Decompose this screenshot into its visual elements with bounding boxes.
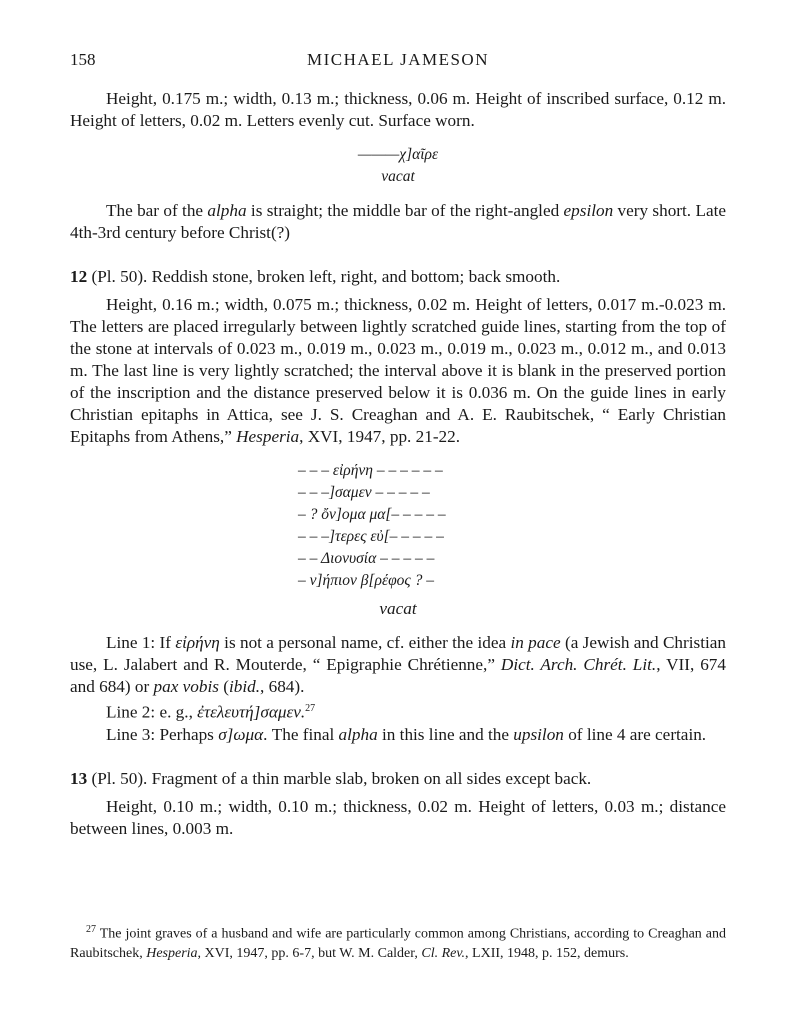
footnote-ref: 27 — [305, 703, 316, 714]
inscription-line: – – Διονυσία – – – – – — [298, 550, 435, 567]
entry-11-vacat: vacat — [381, 168, 415, 185]
entry-11-measurements: Height, 0.175 m.; width, 0.13 m.; thickness, 0.06 m. Height of inscribed surface, 0.12 m. Height of letters, 0.02 m. Letters evenly cut. Surface worn. — [70, 89, 726, 130]
entry-12-vacat: vacat — [379, 599, 417, 618]
entry-13-measurements: Height, 0.10 m.; width, 0.10 m.; thickness, 0.02 m. Height of letters, 0.03 m.; distance between lines, 0.003 m. — [70, 796, 726, 838]
inscription-line: – ? ὄν]ομα μα[– – – – – — [298, 506, 446, 523]
entry-12-inscription — [298, 460, 538, 592]
inscription-line: – – –]τερες εὐ[– – – – – — [298, 528, 444, 545]
entry-11-inscription: ———χ]αῖρε — [357, 146, 439, 163]
entry-11-comment: The bar of the alpha is straight; the middle bar of the right-angled epsilon very short. Late 4th-3rd century before Christ(?) — [70, 201, 726, 242]
entry-12-description: Height, 0.16 m.; width, 0.075 m.; thickness, 0.02 m. Height of letters, 0.017 m.-0.023 m. The letters are placed irregularly between lightly scratched guide lines, starting from the top of the stone at intervals of 0.023 m., 0.019 m., 0.023 m., 0.019 m., 0.023 m., 0.012 m., and 0.013 m. The last line is very lightly scratched; the interval above it is blank in the preserved portion of the inscription and the distance preserved below it is 0.036 m. On the guide lines in early Christian epitaphs in Attica, see J. S. Creaghan and A. E. Raubitschek, “ Early Christian Epitaphs from Athens,” Hesperia, XVI, 1947, pp. 21-22. — [70, 295, 726, 446]
entry-12-line-1-note: Line 1: If εἰρήνη is not a personal name, cf. either the idea in pace (a Jewish and Christian use, L. Jalabert and R. Mouterde, “ Epigraphie Chrétienne,” Dict. Arch. Chrét. Lit., VII, 674 and 684) or pax vobis (ibid., 684). — [70, 633, 726, 696]
entry-12-heading: 12 (Pl. 50). Reddish stone, broken left, right, and bottom; back smooth. — [70, 267, 561, 286]
entry-13-heading: 13 (Pl. 50). Fragment of a thin marble slab, broken on all sides except back. — [70, 768, 592, 788]
entry-13-number: 13 — [70, 768, 88, 788]
running-head: MICHAEL JAMESON — [307, 50, 489, 69]
footnote-number: 27 — [86, 924, 96, 935]
inscription-line: – ν]ήπιον β[ρέφος ? – — [298, 572, 434, 589]
page-header — [70, 50, 726, 74]
entry-12-line-3-note: Line 3: Perhaps σ]ωμα. The final alpha in this line and the upsilon of line 4 are certain. — [106, 724, 707, 744]
page-body — [70, 88, 726, 840]
inscription-line: – – –]σαμεν – – – – – — [298, 484, 430, 501]
page-number: 158 — [70, 50, 96, 69]
inscription-line: – – – εἰρήνη – – – – – – — [298, 462, 443, 479]
entry-12-line-2-note: Line 2: e. g., ἐτελευτή]σαμεν.$^{27}$ — [106, 702, 316, 722]
footnote: $^{27}$ The joint graves of a husband and wife are particularly common among Christians, according to Creaghan and Raubitschek, Hesperia, XVI, 1947, pp. 6-7, but W. M. Calder, Cl. Rev., LXII, 1948, p. 152, demurs. — [70, 924, 726, 961]
entry-12-number: 12 — [70, 267, 88, 286]
